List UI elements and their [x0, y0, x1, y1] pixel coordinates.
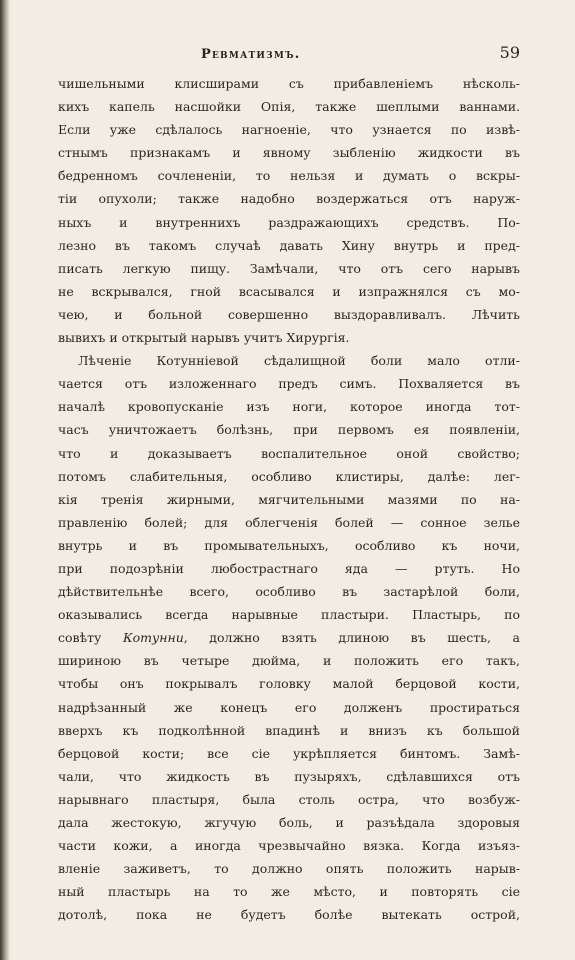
- text-line: берцовой кости; все сіе укрѣпляется бинтомъ. Замѣ-: [58, 745, 520, 761]
- text-line: писать легкую пищу. Замѣчали, что отъ сего нарывъ: [58, 260, 520, 276]
- text-line: лезно въ такомъ случаѣ давать Хину внутрь и пред-: [58, 237, 520, 253]
- text-line: бедренномъ сочлененіи, то нельзя и думать о вскры-: [58, 168, 520, 184]
- text-line: Если уже сдѣлалось нагноеніе, что узнается по извѣ-: [58, 122, 520, 138]
- text-line: совѣту Котунни, должно взять длиною въ шесть, а: [58, 630, 520, 646]
- text-line: дала жестокую, жгучую боль, и разъѣдала здоровыя: [58, 815, 520, 830]
- text-line: части кожи, а иногда чрезвычайно вязка. Когда изъяз-: [58, 838, 520, 854]
- text-line: нарывнаго пластыря, была столь остра, что возбуж-: [58, 791, 520, 807]
- text-line: тіи опухоли; также надобно воздержаться отъ наруж-: [58, 191, 520, 207]
- text-line: вывихъ и открытый нарывъ учитъ Хирургія.: [58, 330, 350, 346]
- body-text: [58, 72, 520, 926]
- text-line: часъ уничтожаетъ болѣзнь, при первомъ ея появленіи,: [58, 422, 520, 438]
- page-header: [58, 43, 520, 65]
- text-line: кія тренія жирными, мягчительными мазями по на-: [58, 491, 520, 507]
- text-line: правленію болей; для облегченія болей — сонное зелье: [58, 514, 520, 530]
- text-line: вверхъ къ подколѣнной впадинѣ и внизъ къ большой: [58, 722, 520, 738]
- text-line: ныхъ и внутреннихъ раздражающихъ средствъ. По-: [58, 214, 520, 230]
- text-line: дѣйствительнѣе всего, особливо въ застарѣлой боли,: [58, 584, 520, 600]
- text-line: внутрь и въ промывательныхъ, особливо къ ночи,: [58, 537, 520, 553]
- text-line: ный пластырь на то же мѣсто, и повторять сіе: [58, 884, 520, 900]
- text-line: вленіе заживетъ, то должно опять положить нарыв-: [58, 861, 520, 877]
- text-line: кихъ капель насшойки Опія, также шеплыми ваннами.: [58, 99, 520, 115]
- page-number: 59: [499, 43, 520, 62]
- text-line: стнымъ признакамъ и явному зыбленію жидкости въ: [58, 145, 520, 161]
- text-line: дотолѣ, пока не будетъ болѣе вытекать острой,: [58, 907, 520, 923]
- text-line: не вскрывался, гной всасывался и изпражнялся съ мо-: [58, 283, 520, 299]
- text-line: потомъ слабительныя, особливо клистиры, далѣе: лег-: [58, 468, 520, 484]
- italic-author-name: Котунни: [122, 630, 184, 646]
- text-line: при подозрѣніи любострастнаго яда — ртуть. Но: [58, 560, 520, 576]
- text-line: чею, и больной совершенно выздоравливалъ. Лѣчить: [58, 306, 520, 322]
- text-line: что и доказываетъ воспалительное оной свойство;: [58, 445, 520, 461]
- page-gutter-shadow: [0, 0, 10, 960]
- text-line: Лѣченіе Котунніевой сѣдалищной боли мало отли-: [78, 353, 520, 369]
- text-line: чается отъ изложеннаго предъ симъ. Похваляется въ: [58, 376, 520, 392]
- text-line: оказывались всегда нарывные пластыри. Пластырь, по: [58, 607, 520, 623]
- text-line: шириною въ четыре дюйма, и положить его такъ,: [58, 653, 520, 669]
- text-line: надрѣзанный же конецъ его долженъ простираться: [58, 699, 520, 715]
- text-line: началѣ кровопусканіе изъ ноги, которое иногда тот-: [58, 399, 520, 415]
- text-line: чишельными клисширами съ прибавленіемъ нѣсколь-: [58, 76, 520, 91]
- text-line: чтобы онъ покрывалъ головку малой берцовой кости,: [58, 676, 520, 692]
- text-line: чали, что жидкость въ пузыряхъ, сдѣлавшихся отъ: [58, 768, 520, 784]
- running-title: Ревматизмъ.: [201, 47, 301, 62]
